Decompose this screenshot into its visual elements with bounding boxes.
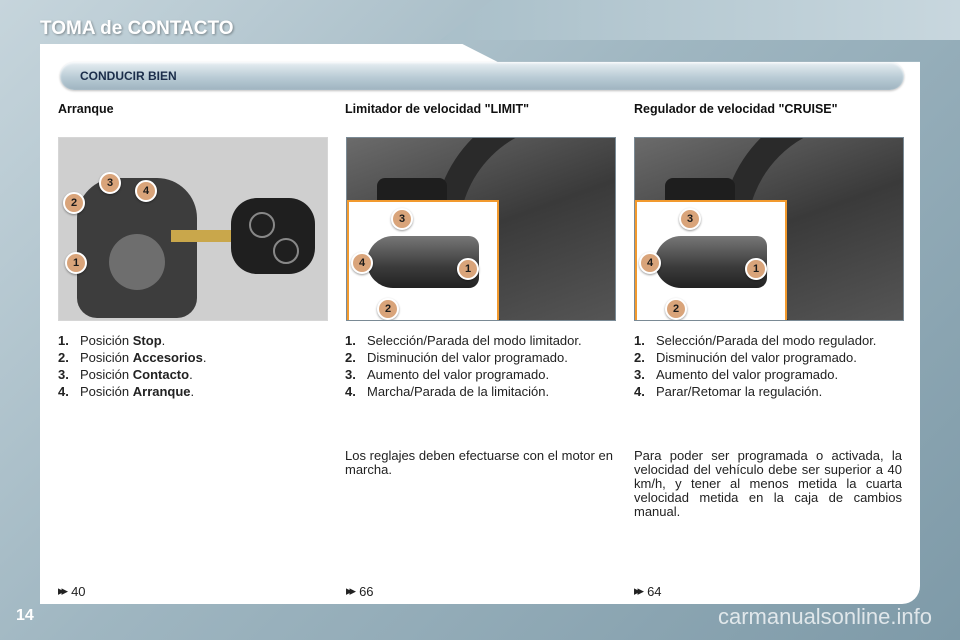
list-item: 2. Posición Accesorios.: [58, 350, 207, 365]
page-reference[interactable]: [346, 583, 374, 599]
callout-badge: 2: [377, 298, 399, 320]
key-button-icon: [249, 212, 275, 238]
column-title: Limitador de velocidad "LIMIT": [345, 102, 530, 116]
list-item: 3. Aumento del valor programado.: [345, 367, 550, 382]
list-item: 3. Posición Contacto.: [58, 367, 193, 382]
speed-limiter-image: [346, 137, 616, 321]
list-item: 1. Selección/Parada del modo limitador.: [345, 333, 582, 348]
key-head: [231, 198, 315, 274]
list-item: 3. Aumento del valor programado.: [634, 367, 839, 382]
section-label: CONDUCIR BIEN: [80, 69, 177, 83]
column-limit: [345, 98, 615, 116]
cruise-note: Para poder ser programada o activada, la velocidad del vehículo debe ser superior a 40 km/h, y tener al menos metida la cuarta velocidad metida en la caja de cambios manual.: [634, 448, 902, 519]
stalk-detail: [635, 200, 787, 321]
content-panel: [40, 44, 920, 604]
list-item: 4. Posición Arranque.: [58, 384, 195, 399]
page-reference[interactable]: [634, 583, 662, 599]
list-item: 1. Posición Stop.: [58, 333, 166, 348]
callout-badge: 3: [679, 208, 701, 230]
limit-list: [345, 332, 615, 400]
arranque-list: [58, 332, 328, 400]
fast-forward-icon: ▸▸: [346, 583, 354, 598]
column-cruise: [634, 98, 904, 116]
background-stripe: [440, 0, 960, 40]
callout-badge: 3: [391, 208, 413, 230]
callout-badge: 2: [665, 298, 687, 320]
fast-forward-icon: ▸▸: [634, 583, 642, 598]
cruise-list: [634, 332, 904, 400]
page-title: TOMA de CONTACTO: [40, 18, 234, 39]
stalk-detail: [347, 200, 499, 321]
page-reference[interactable]: [58, 583, 86, 599]
section-banner: [60, 62, 904, 90]
callout-badge: 4: [351, 252, 373, 274]
list-item: 4. Parar/Retomar la regulación.: [634, 384, 823, 399]
list-item: 2. Disminución del valor programado.: [634, 350, 857, 365]
column-title: Regulador de velocidad "CRUISE": [634, 102, 838, 116]
callout-badge: 1: [745, 258, 767, 280]
cruise-control-image: [634, 137, 904, 321]
reference-page: 40: [71, 583, 86, 599]
fast-forward-icon: ▸▸: [58, 583, 66, 598]
list-item: 4. Marcha/Parada de la limitación.: [345, 384, 550, 399]
limit-note: Los reglajes deben efectuarse con el motor en marcha.: [345, 448, 613, 477]
key-button-icon: [273, 238, 299, 264]
callout-badge: 1: [65, 252, 87, 274]
page-number: 14: [16, 607, 34, 624]
callout-badge: 4: [135, 180, 157, 202]
list-item: 1. Selección/Parada del modo regulador.: [634, 333, 877, 348]
list-item: 2. Disminución del valor programado.: [345, 350, 568, 365]
reference-page: 66: [359, 583, 374, 599]
callout-badge: 3: [99, 172, 121, 194]
column-arranque: [58, 98, 328, 116]
ignition-key-image: [58, 137, 328, 321]
ignition-ring: [109, 234, 165, 290]
column-title: Arranque: [58, 102, 114, 116]
callout-badge: 2: [63, 192, 85, 214]
watermark: carmanualsonline.info: [717, 604, 932, 629]
callout-badge: 1: [457, 258, 479, 280]
ignition-lock: [77, 178, 197, 318]
callout-badge: 4: [639, 252, 661, 274]
reference-page: 64: [647, 583, 662, 599]
